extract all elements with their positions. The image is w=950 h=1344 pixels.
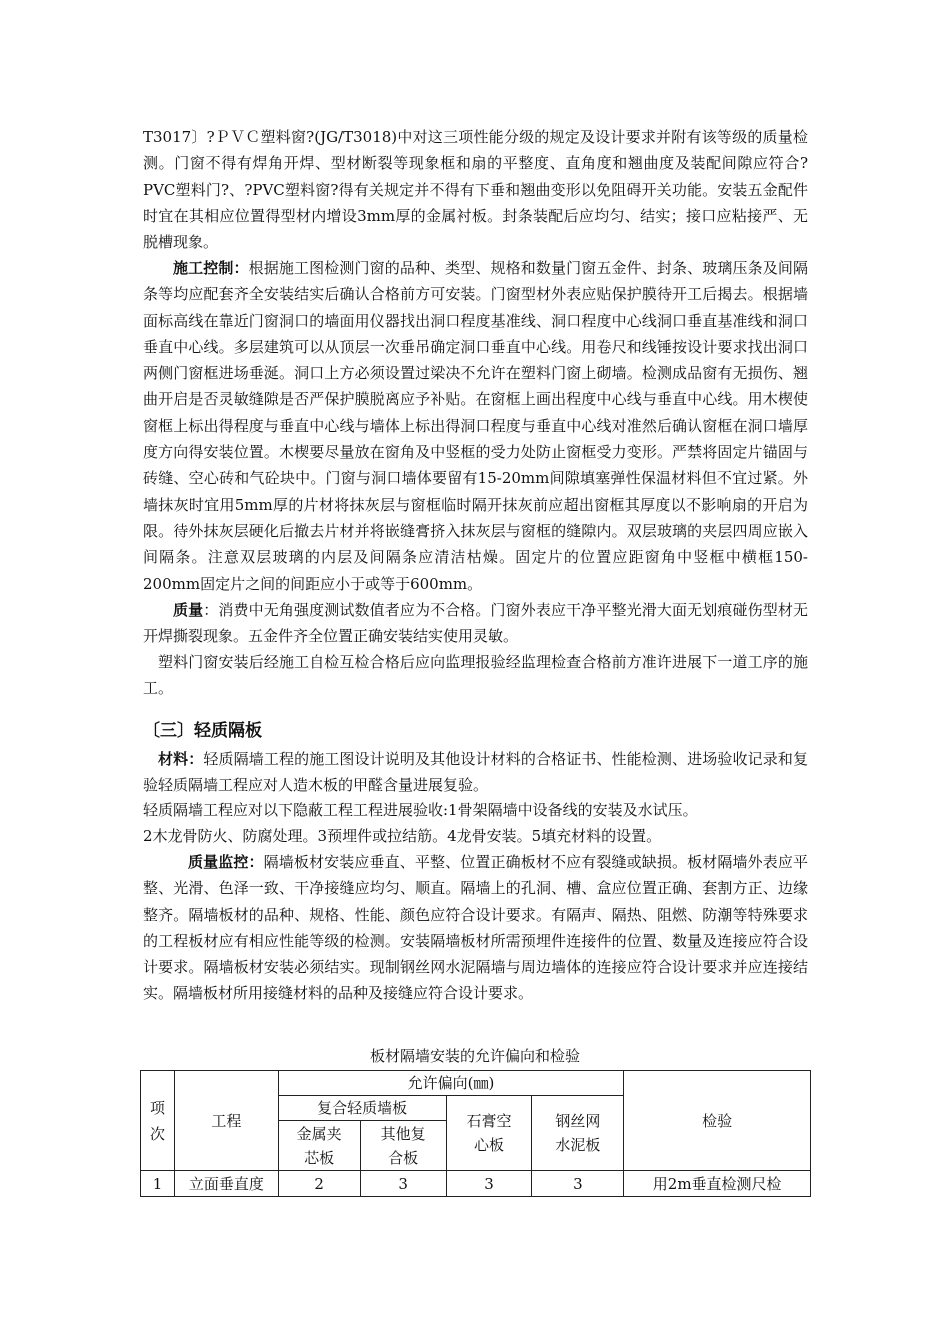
paragraph-inspection-note	[143, 649, 808, 702]
header-allowed-deviation: 允许偏向(㎜)	[278, 1071, 624, 1096]
paragraph-text: ：消费中无角强度测试数值者应为不合格。门窗外表应干净平整光滑大面无划痕碰伤型材无开焊撕裂现象。五金件齐全位置正确安装结实使用灵敏。	[143, 601, 808, 646]
cell-item-number: 1	[141, 1171, 175, 1197]
header-metal-sandwich: 金属夹芯板	[278, 1121, 360, 1171]
paragraph-construction-control	[143, 255, 808, 597]
cell-inspection: 用2m垂直检测尺检	[624, 1171, 811, 1197]
header-project: 工程	[174, 1071, 278, 1171]
table-header-row	[141, 1071, 811, 1096]
paragraph-text: T3017〕?ＰＶＣ塑料窗?(JG/T3018)中对这三项性能分级的规定及设计要求并附有该等级的质量检测。门窗不得有焊角开焊、型材断裂等现象框和扇的平整度、直角度和翘曲度及装配间隙应符合?PVC塑料门?、?PVC塑料窗?得有关规定并不得有下垂和翘曲变形以免阻碍开关功能。安装五金配件时宜在其相应位置得型材内增设3mm厚的金属衬板。封条装配后应均匀、结实；接口应粘接严、无脱槽现象。	[143, 128, 808, 252]
cell-metal-sandwich: 2	[278, 1171, 360, 1197]
paragraph-label: 材料：	[158, 750, 204, 768]
paragraph-text: 轻质隔墙工程的施工图设计说明及其他设计材料的合格证书、性能检测、进场验收记录和复验轻质隔墙工程应对人造木板的甲醛含量进展复验。	[143, 750, 808, 795]
header-item-number: 项次	[141, 1071, 175, 1171]
paragraph-hidden-works	[143, 797, 808, 823]
deviation-table	[140, 1070, 811, 1197]
paragraph-quality	[143, 597, 808, 650]
section-heading: 〔三〕轻质隔板	[143, 721, 262, 741]
cell-project: 立面垂直度	[174, 1171, 278, 1197]
paragraph-text: 隔墙板材安装应垂直、平整、位置正确板材不应有裂缝或缺损。板材隔墙外表应平整、光滑、色泽一致、干净接缝应均匀、顺直。隔墙上的孔洞、槽、盒应位置正确、套割方正、边缘整齐。隔墙板材的品种、规格、性能、颜色应符合设计要求。有隔声、隔热、阻燃、防潮等特殊要求的工程板材应有相应性能等级的检测。安装隔墙板材所需预埋件连接件的位置、数量及连接应符合设计要求。隔墙板材安装必须结实。现制钢丝网水泥隔墙与周边墙体的连接应符合设计要求并应连接结实。隔墙板材所用接缝材料的品种及接缝应符合设计要求。	[143, 853, 808, 1003]
header-steel-mesh-board: 钢丝网水泥板	[532, 1096, 624, 1171]
paragraph-label: 质量	[173, 601, 204, 619]
paragraph-materials	[143, 746, 808, 799]
paragraph-text: 2木龙骨防火、防腐处理。3预埋件或拉结筋。4龙骨安装。5填充材料的设置。	[143, 827, 662, 845]
paragraph-text: 轻质隔墙工程应对以下隐蔽工程工程进展验收:1骨架隔墙中设备线的安装及水试压。	[143, 801, 698, 819]
paragraph-pvc-standards	[143, 124, 808, 255]
paragraph-text: 根据施工图检测门窗的品种、类型、规格和数量门窗五金件、封条、玻璃压条及间隔条等均应配套齐全安装结实后确认合格前方可安装。门窗型材外表应贴保护膜待开工后揭去。根据墙面标高线在靠近门窗洞口的墙面用仪器找出洞口程度基准线、洞口程度中心线洞口垂直基准线和洞口垂直中心线。多层建筑可以从顶层一次垂吊确定洞口垂直中心线。用卷尺和线锤按设计要求找出洞口两侧门窗框进场垂涎。洞口上方必须设置过梁决不允许在塑料门窗上砌墙。检测成品窗有无损伤、翘曲开启是否灵敏缝隙是否严保护膜脱离应予补贴。在窗框上画出程度中心线与垂直中心线。用木楔使窗框上标出得程度与垂直中心线与墙体上标出得洞口程度与垂直中心线对准然后确认窗框在洞口墙厚度方向得安装位置。木楔要尽量放在窗角及中竖框的受力处防止窗框受力变形。严禁将固定片锚固与砖缝、空心砖和气砼块中。门窗与洞口墙体要留有15-20mm间隙填塞弹性保温材料但不宜过紧。外墙抹灰时宜用5mm厚的片材将抹灰层与窗框临时隔开抹灰前应超出窗框其厚度以不影响扇的开启为限。待外抹灰层硬化后撤去片材并将嵌缝膏挤入抹灰层与窗框的缝隙内。双层玻璃的夹层四周应嵌入间隔条。注意双层玻璃的内层及间隔条应清洁枯燥。固定片的位置应距窗角中竖框中横框150-200mm固定片之间的间距应小于或等于600mm。	[143, 259, 808, 593]
header-gypsum-board: 石膏空心板	[446, 1096, 532, 1171]
paragraph-label: 施工控制：	[173, 259, 249, 277]
table-row	[141, 1171, 811, 1197]
paragraph-hidden-works-list	[143, 823, 808, 849]
header-inspection: 检验	[624, 1071, 811, 1171]
header-composite-board: 复合轻质墙板	[278, 1096, 446, 1121]
cell-steel-mesh-board: 3	[532, 1171, 624, 1197]
table-caption: 板材隔墙安装的允许偏向和检验	[369, 1047, 580, 1065]
paragraph-text: 塑料门窗安装后经施工自检互检合格后应向监理报验经监理检查合格前方准许进展下一道工序的施工。	[143, 653, 808, 698]
cell-gypsum-board: 3	[446, 1171, 532, 1197]
cell-other-composite: 3	[360, 1171, 446, 1197]
paragraph-label: 质量监控：	[188, 853, 264, 871]
paragraph-quality-monitoring	[143, 849, 808, 1007]
header-other-composite: 其他复合板	[360, 1121, 446, 1171]
